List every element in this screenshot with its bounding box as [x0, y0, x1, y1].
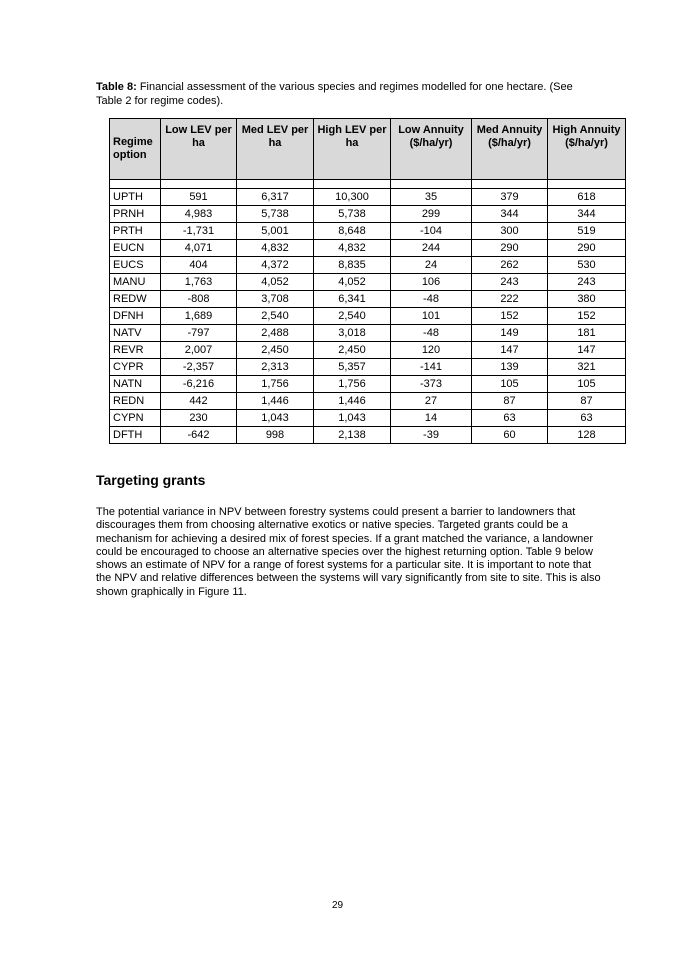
header-med-annuity: Med Annuity ($/ha/yr) — [472, 119, 548, 180]
value-cell: 290 — [472, 240, 548, 257]
value-cell: 101 — [391, 308, 472, 325]
value-cell: 63 — [472, 410, 548, 427]
value-cell: 4,832 — [237, 240, 314, 257]
regime-code-cell: EUCS — [110, 257, 161, 274]
table-body — [110, 180, 626, 444]
header-high-annuity: High Annuity ($/ha/yr) — [548, 119, 626, 180]
value-cell: 2,007 — [161, 342, 237, 359]
table-row — [110, 257, 626, 274]
value-cell: 244 — [391, 240, 472, 257]
value-cell: 24 — [391, 257, 472, 274]
value-cell: 442 — [161, 393, 237, 410]
value-cell: -1,731 — [161, 223, 237, 240]
value-cell: 1,689 — [161, 308, 237, 325]
financial-assessment-table — [109, 118, 626, 444]
value-cell: 147 — [472, 342, 548, 359]
value-cell: 4,052 — [237, 274, 314, 291]
value-cell: 106 — [391, 274, 472, 291]
value-cell: 87 — [472, 393, 548, 410]
value-cell: 6,341 — [314, 291, 391, 308]
regime-code-cell: REVR — [110, 342, 161, 359]
table-row — [110, 393, 626, 410]
value-cell: 2,450 — [237, 342, 314, 359]
value-cell: -104 — [391, 223, 472, 240]
value-cell: -373 — [391, 376, 472, 393]
section-heading: Targeting grants — [96, 472, 206, 488]
value-cell: 290 — [548, 240, 626, 257]
value-cell: 1,446 — [237, 393, 314, 410]
value-cell: 149 — [472, 325, 548, 342]
value-cell: 404 — [161, 257, 237, 274]
value-cell: 4,983 — [161, 206, 237, 223]
value-cell: -797 — [161, 325, 237, 342]
table-row — [110, 223, 626, 240]
header-med-lev: Med LEV per ha — [237, 119, 314, 180]
value-cell: 152 — [548, 308, 626, 325]
value-cell: 344 — [548, 206, 626, 223]
value-cell: -2,357 — [161, 359, 237, 376]
table-row — [110, 325, 626, 342]
value-cell: -808 — [161, 291, 237, 308]
value-cell: 5,738 — [314, 206, 391, 223]
table-row — [110, 410, 626, 427]
value-cell: 4,372 — [237, 257, 314, 274]
value-cell: 63 — [548, 410, 626, 427]
regime-code-cell: NATV — [110, 325, 161, 342]
value-cell: 230 — [161, 410, 237, 427]
value-cell: 1,756 — [314, 376, 391, 393]
value-cell: 4,052 — [314, 274, 391, 291]
table-row — [110, 240, 626, 257]
value-cell: 2,488 — [237, 325, 314, 342]
caption-text: Financial assessment of the various species and regimes modelled for one hectare. (See Table 2 for regime codes). — [96, 81, 573, 107]
section-paragraph: The potential variance in NPV between forestry systems could present a barrier to landowners that discourages them from choosing alternative exotics or native species. Targeted grants could be a mechanism for achieving a desired mix of forest species. If a grant matched the variance, a landowner could be encouraged to choose an alternative species over the highest returning option. Table 9 below shows an estimate of NPV for a range of forest systems for a particular site. It is important to note that the NPV and relative differences between the systems will vary significantly from site to site. This is also shown graphically in Figure 11. — [96, 506, 601, 598]
value-cell: 4,832 — [314, 240, 391, 257]
table-row — [110, 274, 626, 291]
table-caption — [96, 80, 596, 108]
value-cell: 344 — [472, 206, 548, 223]
value-cell: 6,317 — [237, 189, 314, 206]
value-cell: 147 — [548, 342, 626, 359]
value-cell: 618 — [548, 189, 626, 206]
value-cell: 519 — [548, 223, 626, 240]
regime-code-cell: CYPR — [110, 359, 161, 376]
value-cell: 181 — [548, 325, 626, 342]
table-row — [110, 427, 626, 444]
header-regime-option: Regime option — [110, 119, 161, 180]
value-cell: 5,001 — [237, 223, 314, 240]
value-cell: 222 — [472, 291, 548, 308]
value-cell: -48 — [391, 291, 472, 308]
value-cell: -642 — [161, 427, 237, 444]
table-row — [110, 308, 626, 325]
value-cell: 998 — [237, 427, 314, 444]
value-cell: 120 — [391, 342, 472, 359]
value-cell: 1,043 — [314, 410, 391, 427]
value-cell: 105 — [472, 376, 548, 393]
value-cell: 2,540 — [237, 308, 314, 325]
regime-code-cell: CYPN — [110, 410, 161, 427]
value-cell: 243 — [548, 274, 626, 291]
value-cell: 2,138 — [314, 427, 391, 444]
value-cell: 1,043 — [237, 410, 314, 427]
value-cell: -141 — [391, 359, 472, 376]
regime-code-cell: DFNH — [110, 308, 161, 325]
value-cell: 60 — [472, 427, 548, 444]
value-cell: 139 — [472, 359, 548, 376]
table-row — [110, 342, 626, 359]
value-cell: 2,313 — [237, 359, 314, 376]
value-cell: 105 — [548, 376, 626, 393]
table-row — [110, 291, 626, 308]
value-cell: 591 — [161, 189, 237, 206]
regime-code-cell: PRTH — [110, 223, 161, 240]
value-cell: 87 — [548, 393, 626, 410]
value-cell: 27 — [391, 393, 472, 410]
table-row — [110, 376, 626, 393]
value-cell: 1,446 — [314, 393, 391, 410]
regime-code-cell: PRNH — [110, 206, 161, 223]
value-cell: 3,708 — [237, 291, 314, 308]
value-cell: 10,300 — [314, 189, 391, 206]
regime-code-cell: DFTH — [110, 427, 161, 444]
header-low-lev: Low LEV per ha — [161, 119, 237, 180]
value-cell: 300 — [472, 223, 548, 240]
value-cell: 321 — [548, 359, 626, 376]
regime-code-cell: EUCN — [110, 240, 161, 257]
value-cell: 262 — [472, 257, 548, 274]
caption-label: Table 8: — [96, 81, 137, 93]
value-cell: 128 — [548, 427, 626, 444]
regime-code-cell: NATN — [110, 376, 161, 393]
value-cell: 152 — [472, 308, 548, 325]
value-cell: 4,071 — [161, 240, 237, 257]
value-cell: 1,763 — [161, 274, 237, 291]
value-cell: 2,450 — [314, 342, 391, 359]
value-cell: -6,216 — [161, 376, 237, 393]
value-cell: 5,357 — [314, 359, 391, 376]
value-cell: -39 — [391, 427, 472, 444]
header-low-annuity: Low Annuity ($/ha/yr) — [391, 119, 472, 180]
regime-code-cell: REDN — [110, 393, 161, 410]
regime-code-cell: MANU — [110, 274, 161, 291]
table-row — [110, 359, 626, 376]
value-cell: 14 — [391, 410, 472, 427]
value-cell: 2,540 — [314, 308, 391, 325]
value-cell: -48 — [391, 325, 472, 342]
table-spacer-row — [110, 180, 626, 189]
value-cell: 5,738 — [237, 206, 314, 223]
value-cell: 8,648 — [314, 223, 391, 240]
table-header-row — [110, 119, 626, 180]
regime-code-cell: REDW — [110, 291, 161, 308]
table-row — [110, 206, 626, 223]
value-cell: 379 — [472, 189, 548, 206]
regime-code-cell: UPTH — [110, 189, 161, 206]
value-cell: 243 — [472, 274, 548, 291]
page-number: 29 — [331, 900, 344, 911]
value-cell: 299 — [391, 206, 472, 223]
value-cell: 8,835 — [314, 257, 391, 274]
value-cell: 35 — [391, 189, 472, 206]
value-cell: 3,018 — [314, 325, 391, 342]
value-cell: 380 — [548, 291, 626, 308]
value-cell: 530 — [548, 257, 626, 274]
header-high-lev: High LEV per ha — [314, 119, 391, 180]
value-cell: 1,756 — [237, 376, 314, 393]
table-row — [110, 189, 626, 206]
